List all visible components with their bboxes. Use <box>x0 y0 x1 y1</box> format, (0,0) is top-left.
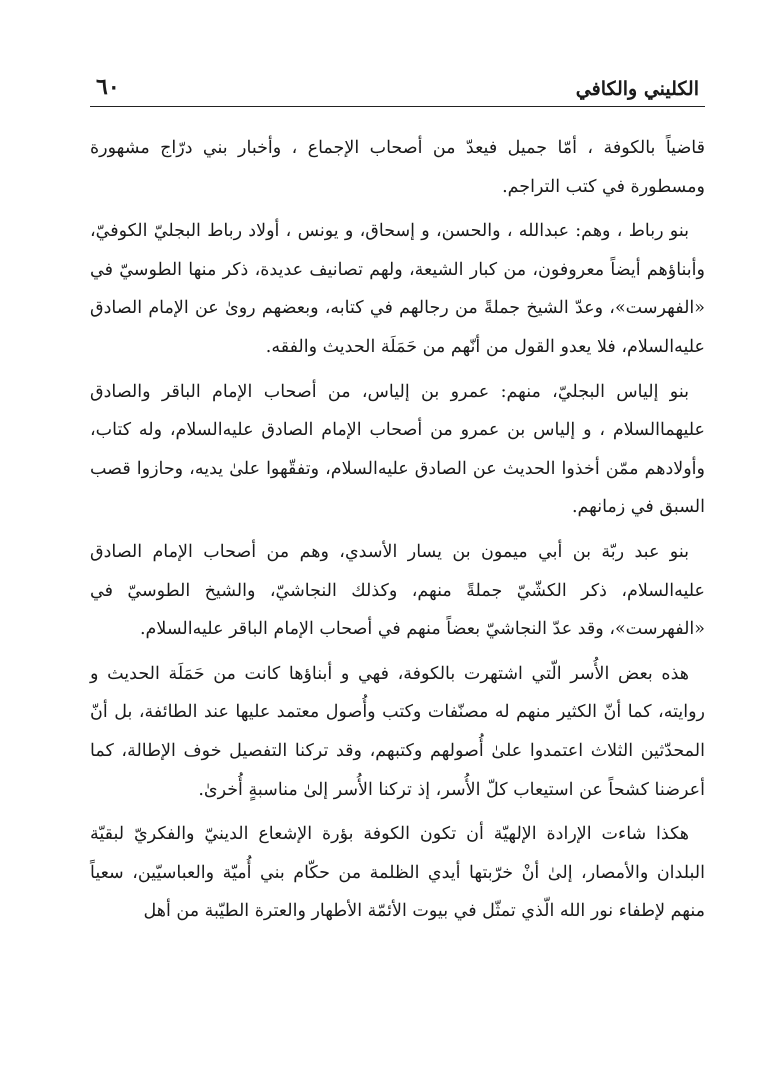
running-header <box>90 60 705 107</box>
body-text <box>90 129 705 931</box>
paragraph-continued: قاضياً بالكوفة ، أمّا جميل فيعدّ من أصحاب الإجماع ، وأخبار بني درّاج مشهورة ومسطورة في كتب التراجم. <box>90 138 705 197</box>
paragraph-families-summary: هذه بعض الأُسر الّتي اشتهرت بالكوفة، فهي و أبناؤها كانت من حَمَلَة الحديث و روايته، كما أنّ الكثير منهم له مصنّفات وكتب وأُصول معتمد عليها عند الطائفة، بل أنّ المحدّثين الثلاث اعتمدوا علىٰ أُصولهم وكتبهم، وقد تركنا التفصيل خوف الإطالة، كما أعرضنا كشحاً عن استيعاب كلّ الأُسر، إذ تركنا الأُسر إلىٰ مناسبةٍ أُخرىٰ. <box>90 663 705 800</box>
running-title: الكليني والكافي <box>575 78 699 100</box>
paragraph-bani-ilyas: بنو إلياس البجليّ، منهم: عمرو بن إلياس، من أصحاب الإمام الباقر والصادق عليهما‌السلام ، و إلياس بن عمرو من أصحاب الإمام الصادق عليه‌السلام، وله كتاب، وأولادهم ممّن أخذوا الحديث عن الصادق عليه‌السلام، وتفقّهوا علىٰ يديه، وحازوا قصب السبق في زمانهم. <box>90 381 705 518</box>
paragraph-bani-ribat: بنو رباط ، وهم: عبدالله ، والحسن، و إسحاق، و يونس ، أولاد رباط البجليّ الكوفيّ، وأبناؤهم أيضاً معروفون، من كبار الشيعة، ولهم تصانيف عديدة، ذكر منها الطوسيّ في «الفهرست»، وعدّ الشيخ جملةً من رجالهم في كتابه، وبعضهم روىٰ عن الإمام الصادق عليه‌السلام، فلا يعدو القول من أنّهم من حَمَلَة الحديث والفقه. <box>90 221 705 357</box>
paragraph-kufa-decline: هكذا شاءت الإرادة الإلهيّة أن تكون الكوفة بؤرة الإشعاع الدينيّ والفكريّ لبقيّة البلدان والأمصار، إلىٰ أنْ خرّبتها أيدي الظلمة من حكّام بني أُميّة والعباسيّين، سعياً منهم لإطفاء نور الله الّذي تمثّل في بيوت الأئمّة الأطهار والعترة الطيّبة من أهل <box>90 824 705 922</box>
paragraph-bani-abd-rabbah: بنو عبد ربّة بن أبي ميمون بن يسار الأسدي، وهم من أصحاب الإمام الصادق عليه‌السلام، ذكر الكشّيّ جملةً منهم، وكذلك النجاشيّ، والشيخ الطوسيّ في «الفهرست»، وقد عدّ النجاشيّ بعضاً منهم في أصحاب الإمام الباقر عليه‌السلام. <box>90 541 705 640</box>
book-page <box>90 60 705 937</box>
page-number: ٦٠ <box>96 74 120 100</box>
